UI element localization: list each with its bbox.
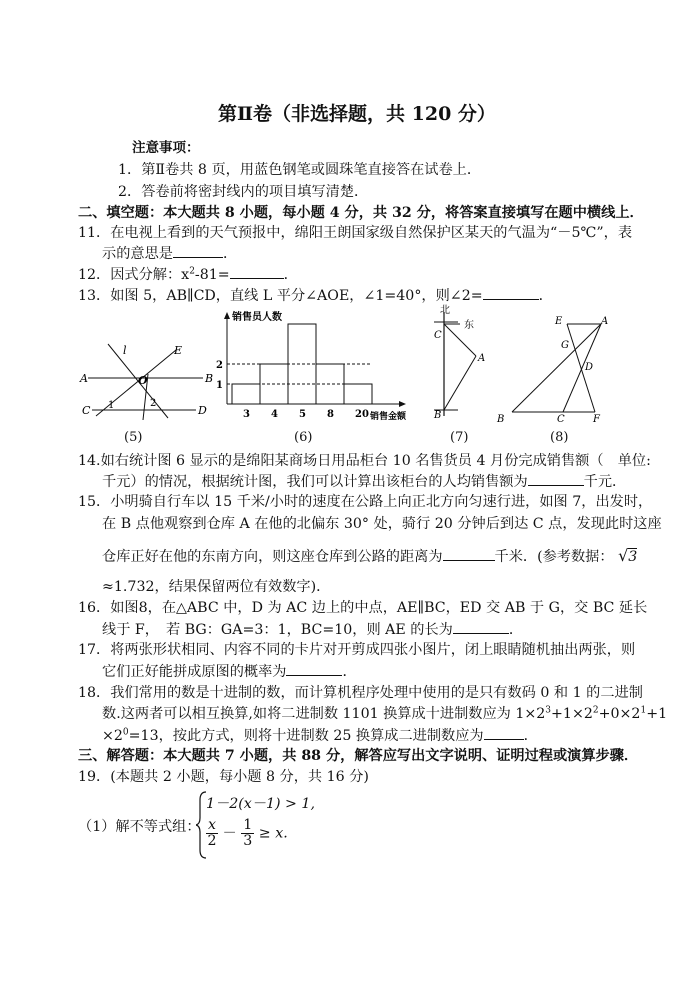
- answer-blank-12[interactable]: [230, 265, 284, 279]
- inequality-1: 1－2(x－1) > 1,: [206, 796, 315, 812]
- answer-blank-11[interactable]: [173, 244, 223, 258]
- q18-text-d: +1: [646, 706, 668, 722]
- fig7-label-C: C: [434, 330, 442, 341]
- y-tick-label: 1: [216, 380, 223, 391]
- question-15-line-1: 15．小明骑自行车以 15 千米/小时的速度在公路上向正北方向匀速行进，如图 7，出发时，: [78, 494, 653, 510]
- question-15-line-4: ≈1.732，结果保留两位有效数字)．: [102, 579, 331, 595]
- q18-text-a: 数.这两者可以相互换算,如将二进制数 1101 换算成十进制数应为 1×2: [102, 706, 546, 722]
- question-12-text: 12．因式分解：x: [78, 267, 190, 283]
- q18-exp-3: 1: [640, 705, 647, 716]
- chart-x-label: 销售金额: [370, 412, 407, 422]
- notice-item-1: 1．第Ⅱ卷共 8 页，用蓝色钢笔或圆珠笔直接答在试卷上．: [118, 162, 482, 178]
- figure-6-caption: (6): [294, 430, 313, 445]
- question-14-end: 千元．: [583, 474, 627, 490]
- answer-blank-16[interactable]: [453, 620, 509, 634]
- question-11-line-2: [102, 244, 237, 263]
- chart-x-arrow: [399, 401, 406, 407]
- question-16-line-1: 16．如图8，在△ABC 中，D 为 AC 边上的中点，AE∥BC，ED 交 AB 于 G，交 BC 延长: [78, 600, 648, 616]
- fig5-label-1: 1: [108, 400, 115, 411]
- fig7-label-A: A: [478, 353, 486, 364]
- question-18-line-3: [102, 726, 538, 745]
- question-17-line-1: 17．将两张形状相同、内容不同的卡片对开剪成四张小图片，闭上眼睛随机抽出两张，则: [78, 642, 636, 658]
- fig8-label-E: E: [555, 316, 563, 327]
- q18-exp-2: 2: [592, 705, 599, 716]
- question-13: [78, 286, 553, 305]
- notice-item-2: 2．答卷前将密封线内的项目填写清楚．: [118, 184, 369, 200]
- x-tick-label: 3: [243, 409, 250, 420]
- question-17-line-2: [102, 662, 357, 681]
- question-12-end: ．: [283, 267, 298, 283]
- frac2-num: 1: [243, 817, 253, 833]
- question-11-text: 示的意思是: [102, 246, 173, 262]
- fig5-label-D: D: [198, 404, 207, 417]
- question-11-line-1: 11．在电视上看到的天气预报中，绵阳王朗国家级自然保护区某天的气温为“－5℃”，表: [78, 225, 633, 241]
- notice-heading: 注意事项：: [132, 140, 200, 156]
- question-13-end: ．: [538, 288, 553, 304]
- question-14-line-2: [102, 472, 626, 491]
- figure-7: [430, 304, 500, 422]
- question-18-line-1: 18．我们常用的数是十进制的数，而计算机程序处理中使用的是只有数码 0 和 1 的二进制: [78, 685, 643, 701]
- fig8-label-A: A: [601, 316, 609, 327]
- bar-3: [232, 384, 260, 404]
- figure-6-chart: [212, 308, 412, 430]
- question-16-line-2: [102, 620, 523, 639]
- page-title: 第Ⅱ卷（非选择题，共 120 分）: [218, 103, 496, 125]
- question-17-end: ．: [342, 664, 357, 680]
- answer-blank-15[interactable]: [443, 547, 495, 561]
- question-19-part-1-label: （1）解不等式组：: [78, 819, 201, 835]
- q18-exp-4: 0: [122, 727, 129, 738]
- ge-x: ≥ x.: [258, 825, 288, 842]
- x-tick-label: 20: [355, 409, 369, 420]
- fig5-label-C: C: [82, 404, 91, 417]
- fig8-label-B: B: [497, 414, 505, 424]
- question-19-heading: 19．(本题共 2 小题，每小题 8 分，共 16 分): [78, 769, 369, 785]
- frac1-num: x: [208, 817, 217, 833]
- fraction-x-over-2: [206, 818, 218, 849]
- minus-sign: －: [222, 825, 237, 842]
- fig7-east-label: 东: [464, 320, 474, 331]
- question-11-end: ．: [222, 246, 238, 262]
- question-16-end: ．: [508, 622, 524, 638]
- section-fill-blank-heading: 二、填空题：本大题共 8 小题，每小题 4 分，共 32 分，将答案直接填写在题中横线上．: [78, 205, 644, 221]
- figure-8-caption: (8): [550, 430, 569, 445]
- frac2-den: 3: [243, 833, 253, 849]
- fig8-label-G: G: [561, 340, 569, 351]
- fig5-label-O: O: [138, 374, 148, 387]
- fig5-label-l: l: [123, 344, 127, 357]
- fig5-label-E: E: [174, 344, 183, 357]
- fig5-label-2: 2: [150, 398, 157, 409]
- figure-5-caption: (5): [124, 430, 143, 445]
- inequality-2: [206, 818, 288, 856]
- question-15-line-2: 在 B 点他观察到仓库 A 在他的北偏东 30° 处，骑行 20 分钟后到达 C 点，发现此时这座: [102, 516, 662, 532]
- fig8-label-C: C: [557, 414, 565, 424]
- x-tick-label: 4: [271, 409, 278, 420]
- fig5-label-B: B: [205, 372, 214, 385]
- bar-20: [344, 384, 372, 404]
- fig7-label-B: B: [434, 410, 442, 421]
- fig8-label-F: F: [593, 414, 600, 424]
- chart-y-label: 销售员人数: [232, 312, 282, 323]
- q18-text-c: +0×2: [598, 706, 641, 722]
- figure-5: [78, 340, 218, 420]
- sqrt-value: 3: [628, 549, 638, 565]
- question-15-reference: 千米．(参考数据：: [494, 549, 614, 565]
- q18-text-f: =13，按此方式，则将十进制数 25 换算成二进制数应为: [128, 728, 484, 744]
- chart-y-arrow: [224, 312, 230, 319]
- question-14-line-1: 14.如右统计图 6 显示的是绵阳某商场日用品柜台 10 名售货员 4 月份完成销售额（ 单位:: [78, 453, 651, 469]
- y-tick-label: 2: [216, 360, 223, 371]
- question-12: [78, 265, 298, 284]
- question-12-exponent: 2: [189, 266, 195, 277]
- question-12-text-b: -81=: [194, 267, 230, 283]
- question-17-text: 它们正好能拼成原图的概率为: [102, 664, 287, 680]
- question-13-text: 13．如图 5，AB∥CD，直线 L 平分∠AOE，∠1=40°，则∠2=: [78, 288, 483, 304]
- answer-blank-18[interactable]: [484, 726, 524, 740]
- sqrt-symbol: √: [618, 546, 629, 565]
- frac1-den: 2: [207, 833, 217, 849]
- answer-blank-14[interactable]: [528, 472, 584, 486]
- figure-7-caption: (7): [450, 430, 469, 445]
- q18-text-e: ×2: [102, 728, 123, 744]
- q18-exp-1: 3: [545, 705, 552, 716]
- x-tick-label: 5: [299, 409, 306, 420]
- fraction-1-over-3: [241, 818, 254, 849]
- question-14-text: 千元）的情况，根据统计图，我们可以计算出该柜台的人均销售额为: [102, 474, 528, 490]
- x-tick-label: 8: [327, 409, 334, 420]
- question-18-end: ．: [523, 728, 538, 744]
- fig8-label-D: D: [585, 362, 594, 373]
- answer-blank-13[interactable]: [483, 286, 539, 300]
- question-15-text: 仓库正好在他的东南方向，则这座仓库到公路的距离为: [102, 549, 443, 565]
- q18-text-b: +1×2: [551, 706, 593, 722]
- question-16-text: 线于 F， 若 BG：GA=3：1，BC=10，则 AE 的长为: [102, 622, 453, 638]
- question-15-line-3: [102, 547, 637, 566]
- fig5-label-A: A: [80, 372, 88, 385]
- fig7-north-label: 北: [440, 305, 450, 316]
- answer-blank-17[interactable]: [286, 662, 342, 676]
- figure-8: [495, 312, 620, 424]
- section-solve-heading: 三、解答题：本大题共 7 小题，共 88 分，解答应写出文字说明、证明过程或演算步骤．: [78, 748, 639, 764]
- question-18-line-2: [102, 705, 667, 723]
